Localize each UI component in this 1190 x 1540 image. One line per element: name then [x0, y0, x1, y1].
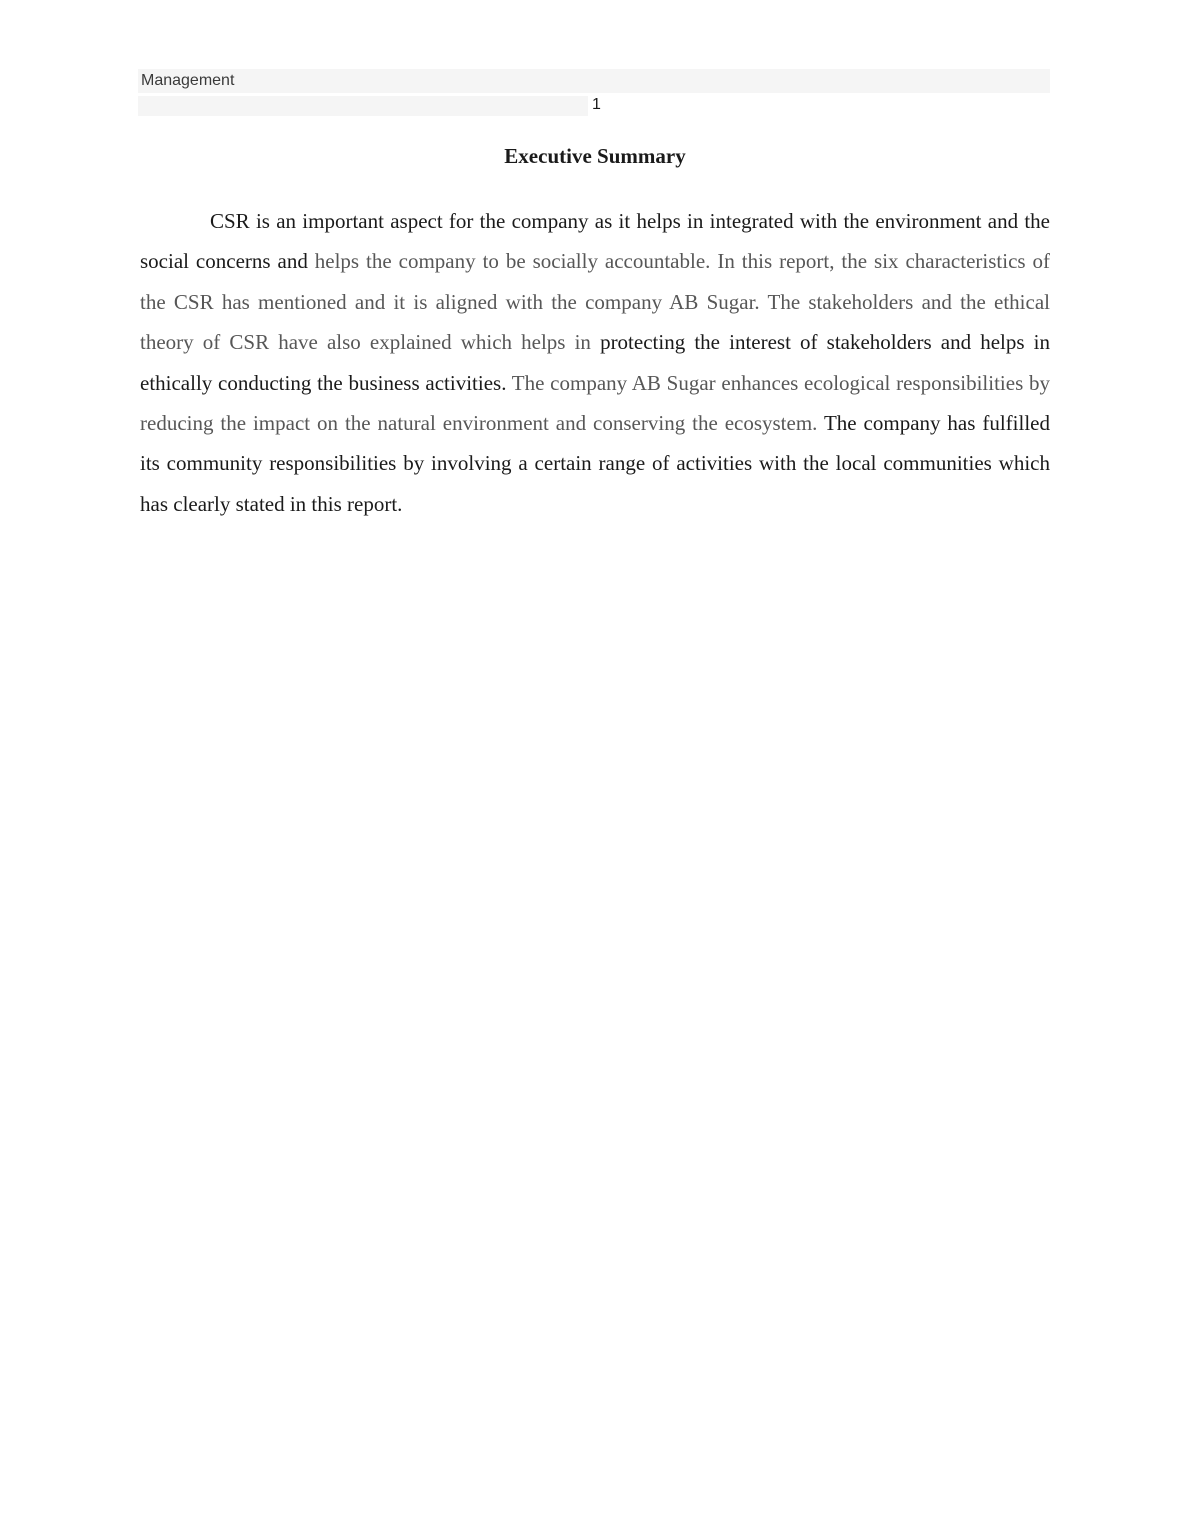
- paragraph-segment: The company has fulfilled its community responsibilities by involving a certain range of activities with the local communities which has clearly stated in this report.: [140, 411, 1050, 516]
- header-highlight-course: [138, 69, 1050, 93]
- page-number: 1: [592, 96, 601, 113]
- header-highlight-blank: [138, 96, 588, 116]
- course-label: Management: [141, 72, 235, 89]
- paragraph-segment: protecting the interest of stakeholders and helps in ethically conducting the business activities.: [140, 330, 1050, 395]
- paragraph-segment: helps the company to be socially accountable. In this report, the six characteristics of the CSR has mentioned and it is aligned with the company AB Sugar. The stakeholders and the ethical theory of CSR have also explained which helps in: [140, 249, 1050, 355]
- document-content: [140, 144, 1050, 524]
- body-paragraph: [140, 201, 1050, 524]
- section-title: Executive Summary: [504, 144, 686, 168]
- paragraph-segment: The company AB Sugar enhances ecological responsibilities by reducing the impact on the natural environment and conserving the ecosystem.: [140, 370, 1050, 436]
- paragraph-segment: CSR is an important aspect for the company as it helps in integrated with the environment and the social concerns and: [140, 209, 1050, 274]
